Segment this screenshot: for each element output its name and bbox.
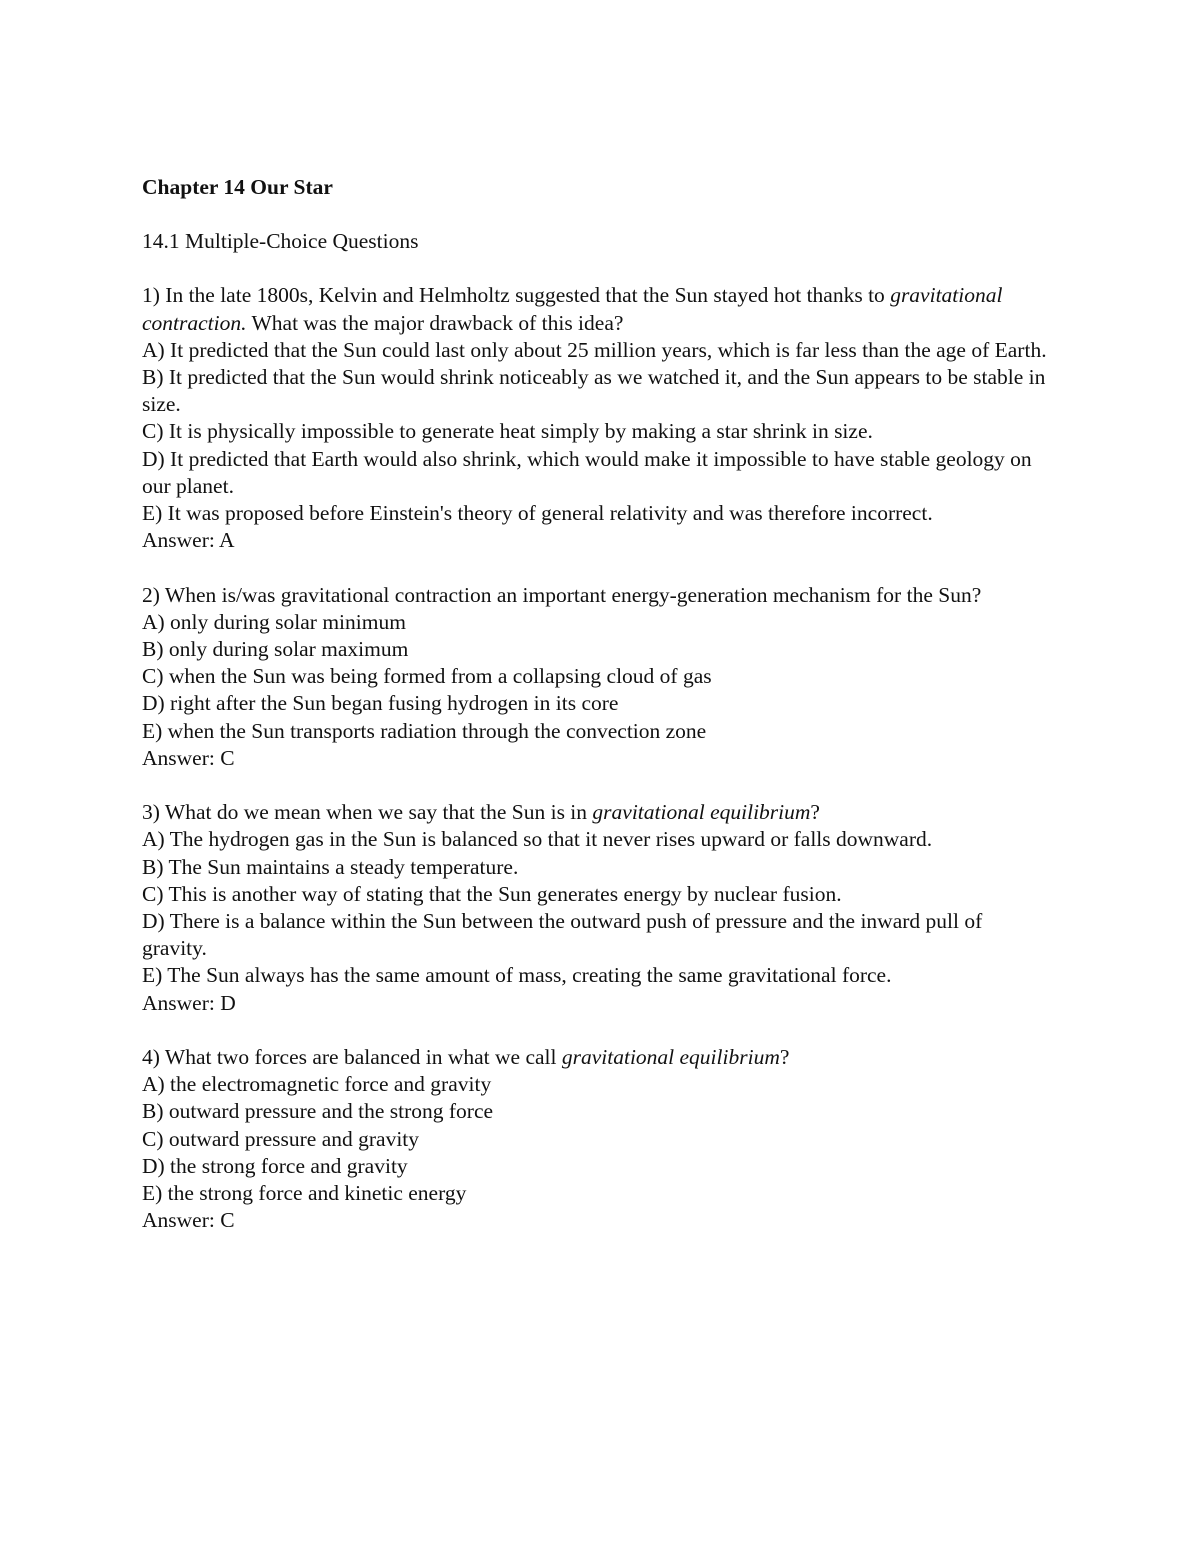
option-a: A) only during solar minimum: [142, 609, 406, 634]
option-c: C) It is physically impossible to generate heat simply by making a star shrink in size.: [142, 419, 873, 444]
stem-text: 4) What two forces are balanced in what we call: [142, 1045, 562, 1070]
stem-italic-text: gravitational contraction.: [142, 283, 1003, 335]
question-stem: [142, 282, 1052, 336]
chapter-title: Chapter 14 Our Star: [142, 175, 333, 199]
option-b: B) outward pressure and the strong force: [142, 1099, 494, 1124]
question-stem: [142, 582, 1052, 609]
answer: Answer: C: [142, 1208, 235, 1233]
option-b: B) The Sun maintains a steady temperature.: [142, 854, 519, 879]
option-a: A) the electromagnetic force and gravity: [142, 1072, 492, 1097]
option-b: B) It predicted that the Sun would shrink noticeably as we watched it, and the Sun appears to be stable in size.: [142, 365, 1046, 417]
option-d: D) right after the Sun began fusing hydrogen in its core: [142, 691, 619, 716]
option-a: A) It predicted that the Sun could last only about 25 million years, which is far less than the age of Earth.: [142, 337, 1047, 362]
stem-text: 2) When is/was gravitational contraction an important energy-generation mechanism for the Sun?: [142, 582, 982, 607]
question-3: [142, 799, 1052, 1017]
stem-italic-text: gravitational equilibrium: [561, 1045, 780, 1070]
stem-text-after: What was the major drawback of this idea?: [246, 310, 624, 335]
stem-text-after: ?: [779, 1045, 790, 1070]
section-title: 14.1 Multiple-Choice Questions: [142, 229, 419, 254]
stem-text: 1) In the late 1800s, Kelvin and Helmholtz suggested that the Sun stayed hot thanks to: [142, 283, 891, 308]
question-stem: [142, 1044, 1052, 1071]
answer: Answer: A: [142, 528, 235, 553]
answer: Answer: D: [142, 990, 236, 1015]
question-stem: [142, 799, 1052, 826]
option-c: C) outward pressure and gravity: [142, 1126, 420, 1151]
option-b: B) only during solar maximum: [142, 637, 409, 662]
option-c: C) when the Sun was being formed from a collapsing cloud of gas: [142, 664, 712, 689]
option-a: A) The hydrogen gas in the Sun is balanced so that it never rises upward or falls downward.: [142, 827, 933, 852]
option-e: E) It was proposed before Einstein's theory of general relativity and was therefore incorrect.: [142, 501, 933, 526]
option-d: D) the strong force and gravity: [142, 1153, 408, 1178]
question-2: [142, 582, 1052, 772]
option-e: E) when the Sun transports radiation through the convection zone: [142, 718, 707, 743]
stem-text: 3) What do we mean when we say that the Sun is in: [142, 800, 593, 825]
question-1: [142, 282, 1052, 554]
option-c: C) This is another way of stating that the Sun generates energy by nuclear fusion.: [142, 881, 842, 906]
stem-italic-text: gravitational equilibrium: [592, 800, 811, 825]
option-e: E) The Sun always has the same amount of mass, creating the same gravitational force.: [142, 963, 892, 988]
option-d: D) There is a balance within the Sun between the outward push of pressure and the inward pull of gravity.: [142, 909, 983, 961]
option-e: E) the strong force and kinetic energy: [142, 1181, 467, 1206]
option-d: D) It predicted that Earth would also shrink, which would make it impossible to have stable geology on our planet.: [142, 446, 1032, 498]
stem-text-after: ?: [810, 800, 820, 825]
question-4: [142, 1044, 1052, 1234]
document-page: [142, 174, 1052, 1262]
answer: Answer: C: [142, 745, 235, 770]
